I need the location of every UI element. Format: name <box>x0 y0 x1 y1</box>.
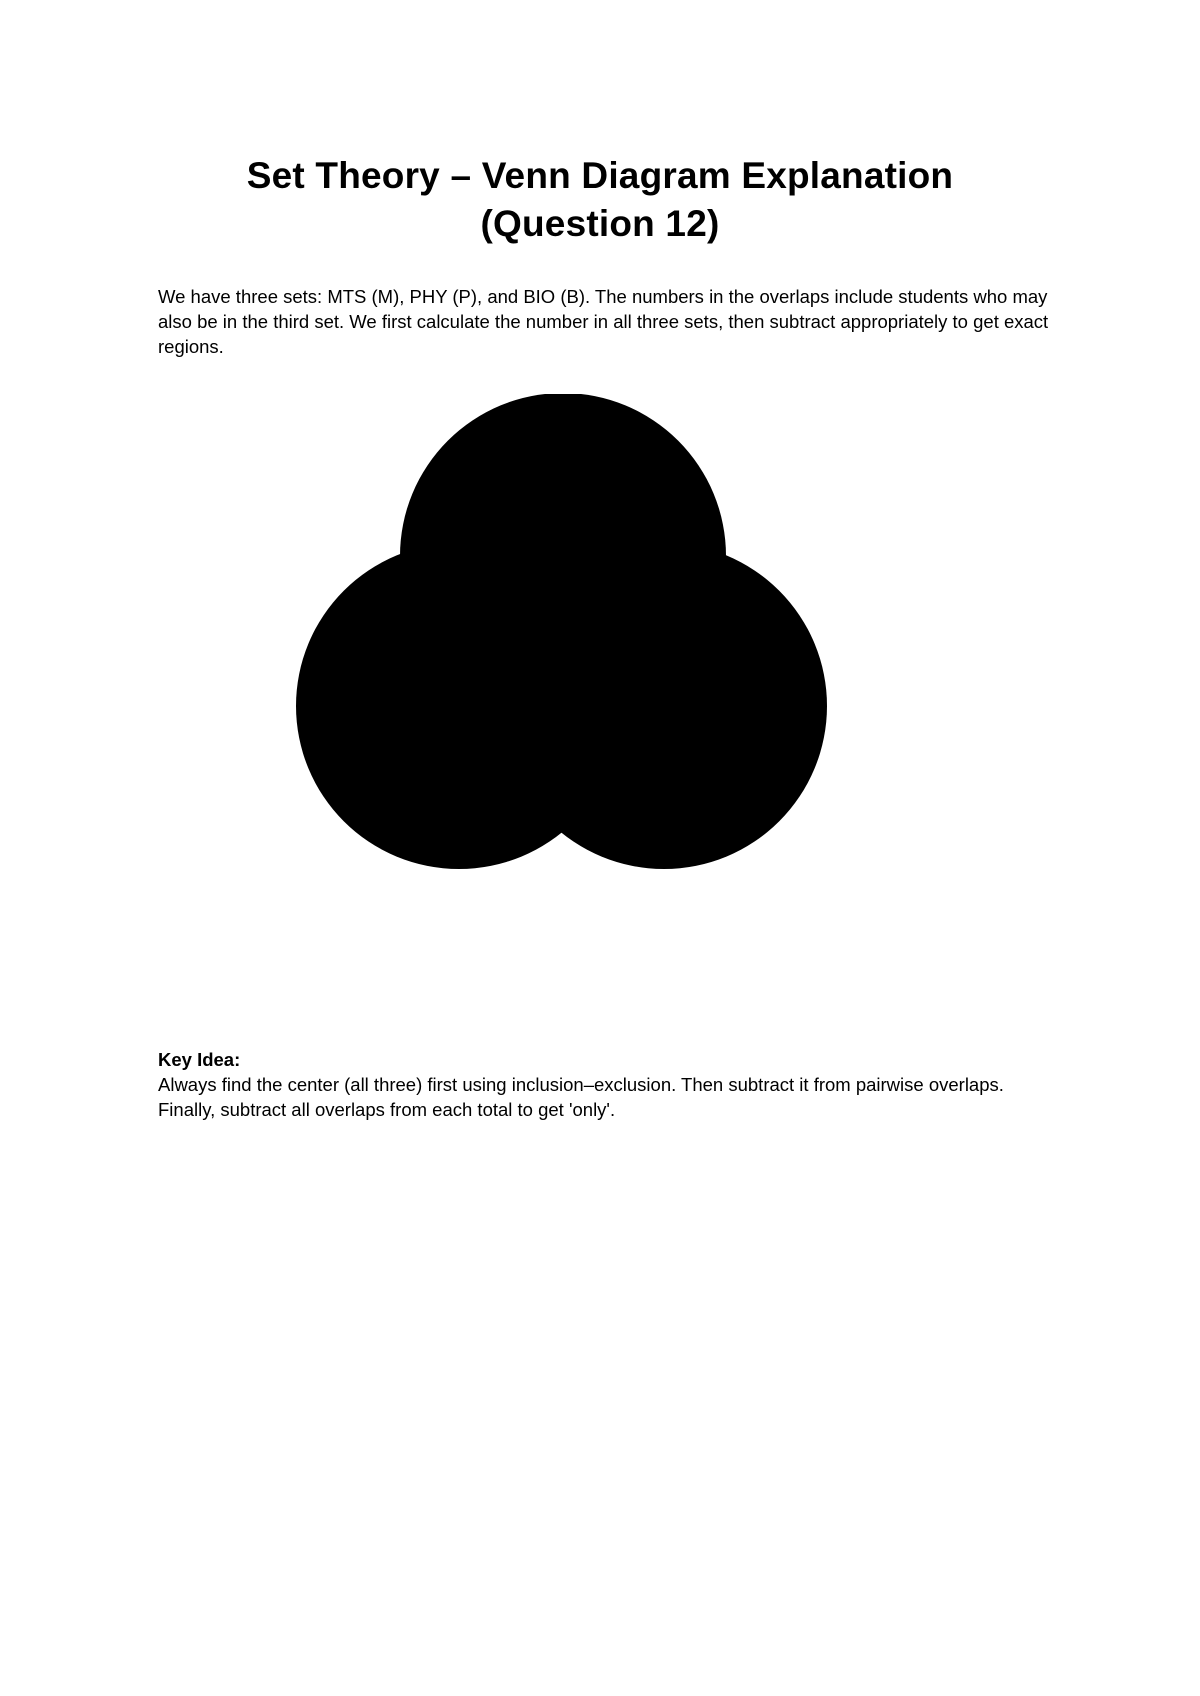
venn-diagram <box>296 394 830 870</box>
key-idea-text: Always find the center (all three) first using inclusion–exclusion. Then subtract it from pairwise overlaps. Finally, subtract all overlaps from each total to get 'only'. <box>158 1074 1004 1120</box>
intro-paragraph: We have three sets: MTS (M), PHY (P), and BIO (B). The numbers in the overlaps include students who may also be in the third set. We first calculate the number in all three sets, then subtract appropriately to get exact regions. <box>158 286 1049 357</box>
key-idea-heading: Key Idea: <box>158 1049 241 1070</box>
venn-circle-right <box>501 543 827 869</box>
page-title: Set Theory – Venn Diagram Explanation (Question 12) <box>246 155 954 244</box>
